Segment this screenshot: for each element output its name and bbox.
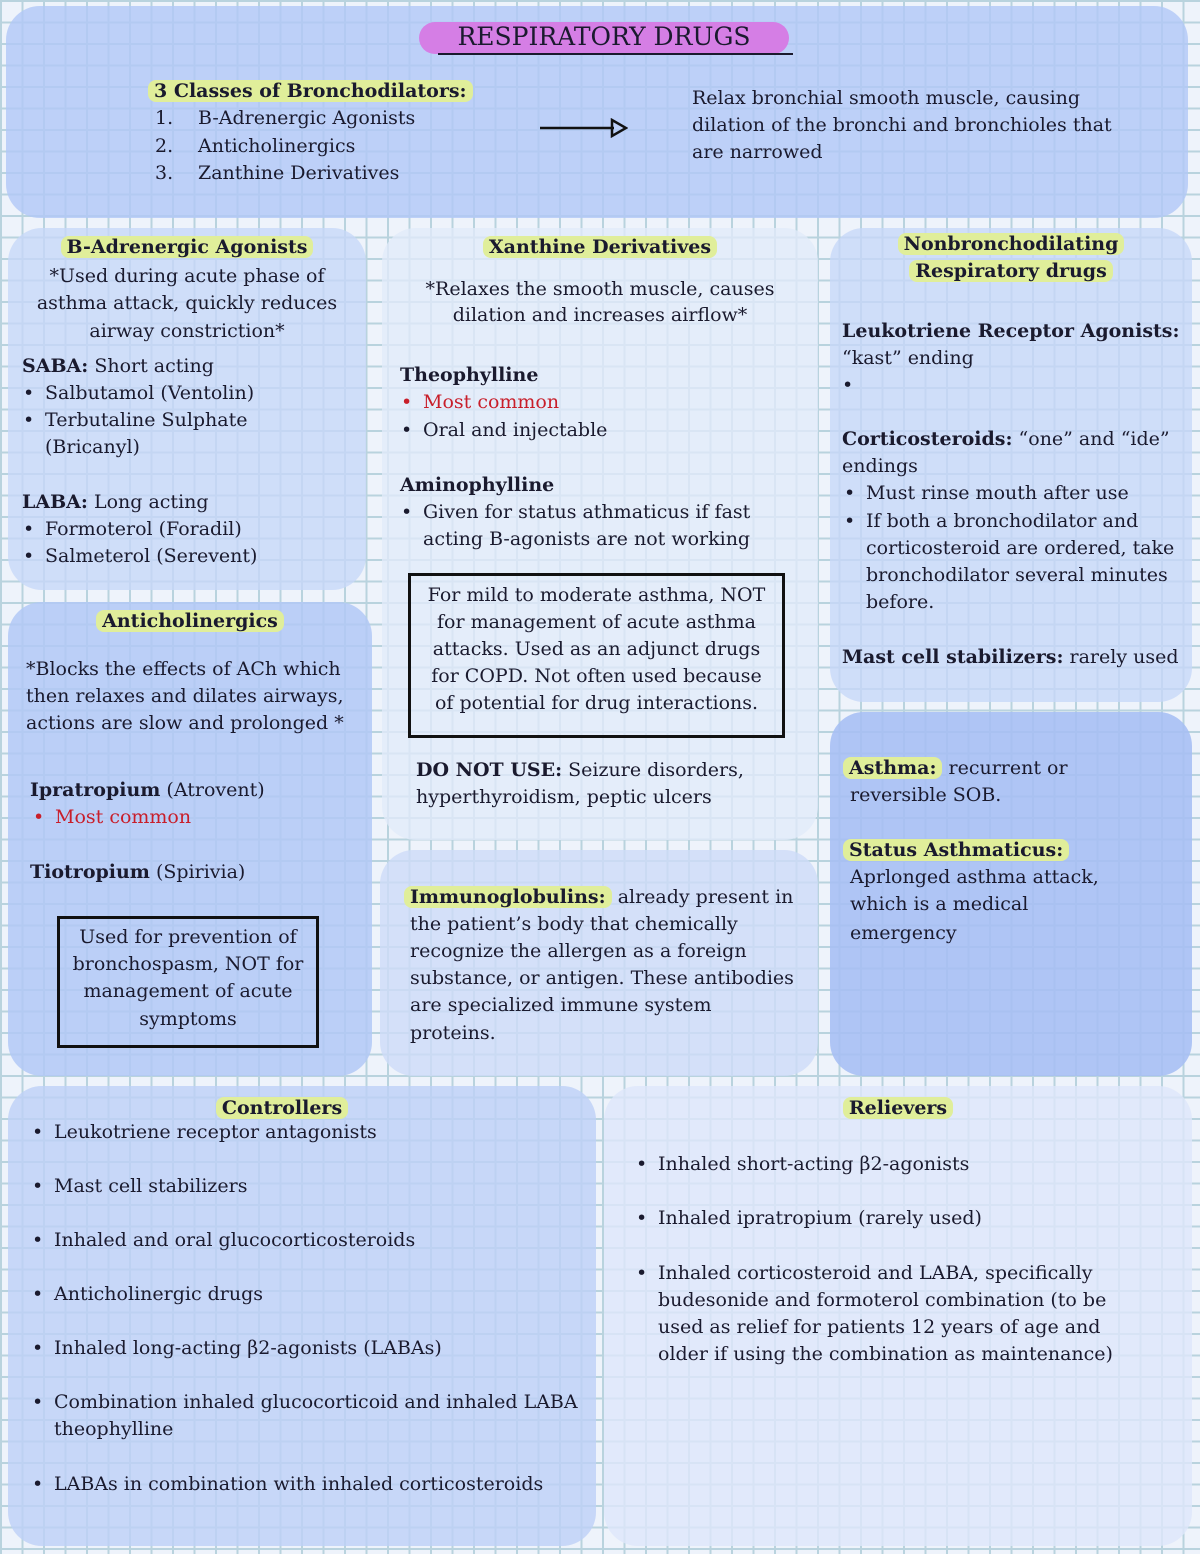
relievers-item-1: • Inhaled short-acting β2-agonists (658, 1151, 969, 1178)
corticosteroids-item-2-line-2: corticosteroid are ordered, take (866, 537, 1175, 559)
xanthine-note-2: dilation and increases airflow* (452, 304, 748, 326)
immunoglobulins-line-6: proteins. (410, 1022, 496, 1044)
laba-item-2: • Salmeterol (Serevent) (45, 543, 257, 570)
saba-item-2-cont: (Bricanyl) (45, 436, 140, 458)
tiotropium-line: Tiotropium (Spirivia) (30, 861, 246, 883)
aminophylline-item-2: acting B-agonists are not working (423, 528, 751, 550)
ipratropium-item: • Most common (55, 804, 191, 831)
controllers-item-4: • Anticholinergic drugs (54, 1281, 263, 1308)
corticosteroids-item-2-line-1: • If both a bronchodilator and (866, 508, 1138, 535)
immunoglobulins-line-1: Immunoglobulins: already present in (404, 884, 793, 911)
controllers-item-6-cont: theophylline (54, 1418, 174, 1440)
relievers-heading: Relievers (604, 1095, 1192, 1122)
do-not-use-line-2: hyperthyroidism, peptic ulcers (416, 786, 712, 808)
immunoglobulins-line-3: recognize the allergen as a foreign (410, 940, 747, 962)
classes-heading: 3 Classes of Bronchodilators: (148, 78, 473, 105)
saba-item-2: • Terbutaline Sulphate (45, 407, 248, 434)
corticosteroids-item-1: • Must rinse mouth after use (866, 480, 1129, 507)
class-item-2: Anticholinergics (198, 135, 356, 157)
do-not-use-line-1: DO NOT USE: Seizure disorders, (416, 759, 744, 781)
status-asthmaticus-line-2: which is a medical (850, 893, 1029, 915)
controllers-heading: Controllers (8, 1095, 556, 1122)
theophylline-name: Theophylline (400, 364, 539, 386)
xanthine-box-line-5: of potential for drug interactions. (434, 692, 759, 714)
nonbroncho-heading-1: Nonbronchodilating (830, 231, 1192, 258)
class-number-1: 1. (155, 107, 174, 129)
laba-line: LABA: Long acting (22, 491, 209, 513)
class-item-1: B-Adrenergic Agonists (198, 107, 416, 129)
relievers-item-3-line-3: used as relief for patients 12 years of age and (658, 1316, 1101, 1338)
beta-heading: B-Adrenergic Agonists (8, 234, 366, 261)
beta-note-2: asthma attack, quickly reduces (36, 292, 338, 314)
anticholinergics-box-line-1: Used for prevention of (79, 926, 297, 948)
status-asthmaticus-label: Status Asthmaticus: (843, 837, 1069, 864)
mast-cell-line: Mast cell stabilizers: rarely used (842, 646, 1179, 668)
effect-line-3: are narrowed (692, 141, 823, 163)
immunoglobulins-line-2: the patient’s body that chemically (410, 913, 738, 935)
anticholinergics-box-line-2: bronchospasm, NOT for (72, 953, 304, 975)
title-underline (438, 53, 793, 55)
xanthine-box-line-4: for COPD. Not often used because (431, 665, 762, 687)
anticholinergics-note-2: then relaxes and dilates airways, (26, 685, 344, 707)
laba-item-1: • Formoterol (Foradil) (45, 516, 242, 543)
xanthine-heading: Xanthine Derivatives (382, 234, 818, 261)
controllers-item-2: • Mast cell stabilizers (54, 1173, 247, 1200)
xanthine-box-line-2: for management of acute asthma (436, 611, 756, 633)
relievers-item-3-line-4: older if using the combination as maintenance) (658, 1343, 1113, 1365)
theophylline-item-2: • Oral and injectable (423, 417, 607, 444)
theophylline-item-1: • Most common (423, 389, 559, 416)
xanthine-note-1: *Relaxes the smooth muscle, causes (425, 278, 775, 300)
controllers-item-5: • Inhaled long-acting β2-agonists (LABAs) (54, 1335, 442, 1362)
effect-line-1: Relax bronchial smooth muscle, causing (692, 87, 1081, 109)
asthma-line-1: Asthma: recurrent or (843, 755, 1068, 782)
aminophylline-name: Aminophylline (400, 474, 555, 496)
nonbroncho-heading-2: Respiratory drugs (830, 258, 1192, 285)
relievers-item-3-line-1: • Inhaled corticosteroid and LABA, specifically (658, 1260, 1093, 1287)
anticholinergics-note-1: *Blocks the effects of ACh which (26, 658, 341, 680)
corticosteroids-item-2-line-4: before. (866, 591, 935, 613)
asthma-line-2: reversible SOB. (850, 784, 1002, 806)
saba-item-1: • Salbutamol (Ventolin) (45, 380, 254, 407)
class-item-3: Zanthine Derivatives (198, 162, 400, 184)
status-asthmaticus-line-3: emergency (850, 922, 957, 944)
effect-line-2: dilation of the bronchi and bronchioles that (692, 114, 1112, 136)
beta-note-1: *Used during acute phase of (49, 265, 325, 287)
immunoglobulins-line-5: are specialized immune system (410, 994, 712, 1016)
controllers-item-3: • Inhaled and oral glucocorticosteroids (54, 1227, 415, 1254)
saba-line: SABA: Short acting (22, 355, 214, 377)
class-number-3: 3. (155, 162, 174, 184)
immunoglobulins-line-4: substance, or antigen. These antibodies (410, 967, 794, 989)
leukotriene-label: Leukotriene Receptor Agonists: (842, 320, 1180, 342)
controllers-item-7: • LABAs in combination with inhaled corticosteroids (54, 1471, 543, 1498)
leukotriene-text: “kast” ending (842, 347, 974, 369)
relievers-item-3-line-2: budesonide and formoterol combination (to be (658, 1289, 1107, 1311)
anticholinergics-box-line-3: management of acute (83, 980, 293, 1002)
beta-note-3: airway constriction* (89, 320, 285, 342)
anticholinergics-box-line-4: symptoms (139, 1008, 237, 1030)
corticosteroids-item-2-line-3: bronchodilator several minutes (866, 564, 1168, 586)
status-asthmaticus-line-1: Aprlonged asthma attack, (850, 866, 1099, 888)
relievers-item-2: • Inhaled ipratropium (rarely used) (658, 1205, 982, 1232)
right-arrow-icon (540, 118, 628, 138)
ipratropium-line: Ipratropium (Atrovent) (30, 779, 265, 801)
controllers-item-1: • Leukotriene receptor antagonists (54, 1119, 377, 1146)
controllers-item-6: • Combination inhaled glucocorticoid and inhaled LABA (54, 1389, 578, 1416)
anticholinergics-heading: Anticholinergics (8, 608, 372, 635)
page-title: RESPIRATORY DRUGS (457, 22, 751, 51)
class-number-2: 2. (155, 135, 174, 157)
anticholinergics-note-3: actions are slow and prolonged * (26, 712, 344, 734)
corticosteroids-line: Corticosteroids: “one” and “ide” (842, 428, 1170, 450)
xanthine-box-line-3: attacks. Used as an adjunct drugs (432, 638, 761, 660)
xanthine-box-line-1: For mild to moderate asthma, NOT (427, 584, 766, 606)
aminophylline-item-1: • Given for status athmaticus if fast (423, 499, 750, 526)
corticosteroids-line-2: endings (842, 455, 918, 477)
leukotriene-bullet: • (842, 374, 854, 396)
